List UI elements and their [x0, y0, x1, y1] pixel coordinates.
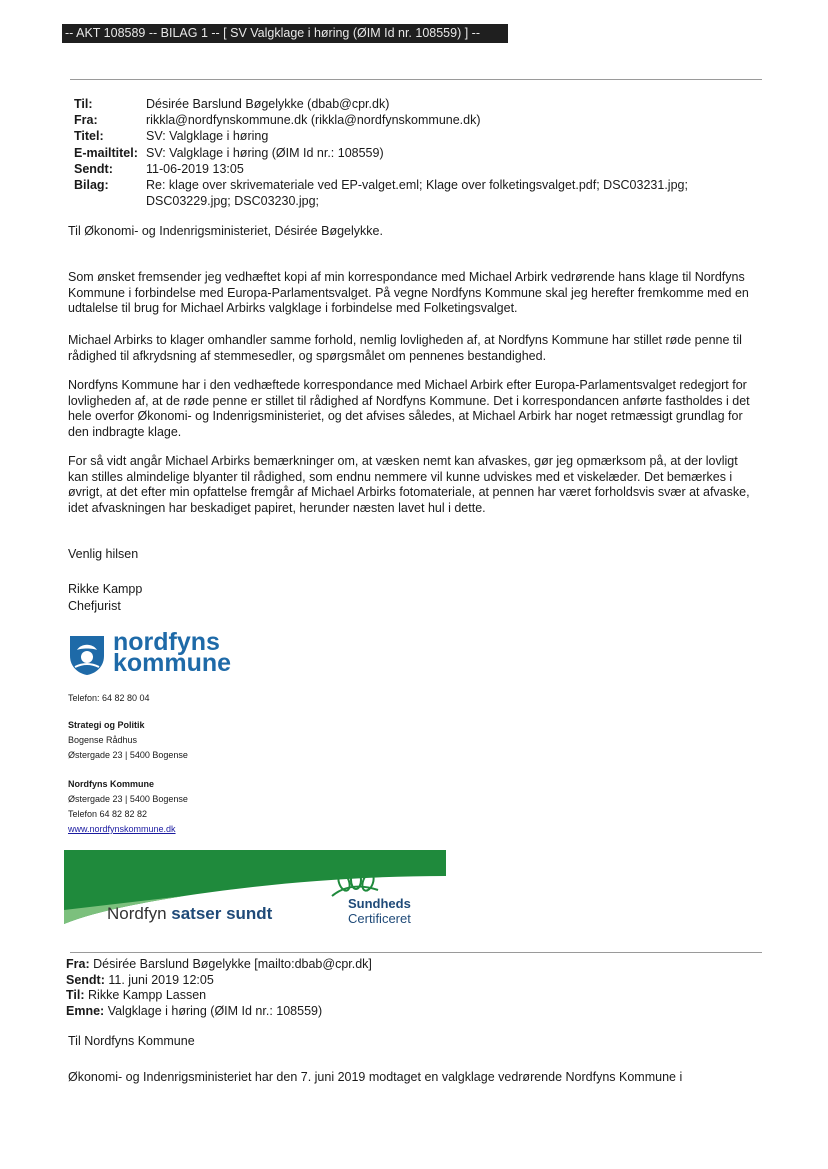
health-slogan — [107, 904, 272, 924]
header-label: Fra: — [74, 113, 98, 128]
fwd-label: Sendt: — [66, 972, 105, 987]
header-row-from — [74, 112, 746, 128]
header-value: rikkla@nordfynskommune.dk (rikkla@nordfynskommune.dk) — [146, 113, 481, 128]
header-value: SV: Valgklage i høring — [146, 129, 269, 144]
fwd-value: 11. juni 2019 12:05 — [108, 972, 214, 987]
fwd-body: Økonomi- og Indenrigsministeriet har den 7. juni 2019 modtaget en valgklage vedrørende Nordfyns Kommune i — [68, 1070, 683, 1084]
slogan-prefix: Nordfyn — [107, 904, 172, 923]
fwd-label: Emne: — [66, 1003, 105, 1018]
header-label: Titel: — [74, 129, 104, 144]
organization-address: Østergade 23 | 5400 Bogense — [68, 794, 188, 804]
header-divider — [70, 79, 762, 80]
website-link[interactable]: www.nordfynskommune.dk — [68, 824, 176, 834]
header-label: Til: — [74, 97, 93, 111]
department-address: Østergade 23 | 5400 Bogense — [68, 750, 188, 760]
certificate-line: Certificeret — [348, 911, 411, 926]
logo-wordmark — [113, 628, 232, 677]
body-paragraph: For så vidt angår Michael Arbirks bemærkninger om, at væsken nemt kan afvaskes, gør jeg opmærksom på, at der lovligt kan stilles almindelige blyanter til rådighed, som endnu nemmere vil kunne udviskes med et viskelæder. Det bemærkes i øvrigt, at det efter min opfattelse fremgår af Michael Arbirks fotomateriale, at pennen har været forholdsvis svær at afvaske, idet afvaskningen har beskadiget papiret, herunder næsten lavet hul i dette. — [68, 454, 750, 515]
organization-name: Nordfyns Kommune — [68, 779, 155, 789]
header-value: Désirée Barslund Bøgelykke (dbab@cpr.dk) — [146, 97, 390, 111]
forward-divider — [70, 952, 762, 953]
fwd-value: Valgklage i høring (ØIM Id nr.: 108559) — [107, 1003, 323, 1018]
logo-line: kommune — [113, 649, 232, 677]
header-label: Bilag: — [74, 178, 109, 193]
header-label: E-mailtitel: — [74, 145, 138, 160]
department-block — [68, 718, 188, 763]
body-paragraph: Som ønsket fremsender jeg vedhæftet kopi af min korrespondance med Michael Arbirk vedrørende hans klage til Nordfyns Kommune i forbindelse med Europa-Parlamentsvalget. På vegne Nordfyns Kommune skal jeg herefter fremkomme med en udtalelse til brug for Michael Arbirks valgklage i forbindelse med Folketingsvalget. — [68, 270, 749, 315]
department-building: Bogense Rådhus — [68, 735, 138, 745]
closing: Venlig hilsen — [68, 547, 139, 561]
body-paragraph: Nordfyns Kommune har i den vedhæftede korrespondance med Michael Arbirk efter Europa-Parlamentsvalget redegjort for lovligheden af, at de røde penne er stillet til rådighed af Nordfyns Kommune. Det i korrespondancen anførte fastholdes i det hele overfor Økonomi- og Indenrigsministeriet, og det afvises således, at Michael Arbirk har noget retmæssigt grundlag for den indbragte klage. — [68, 378, 750, 439]
organization-block — [68, 777, 188, 837]
organization-phone: Telefon 64 82 82 82 — [68, 809, 148, 819]
logo-line: nordfyns — [113, 628, 220, 656]
header-row-to — [74, 96, 746, 112]
department-name: Strategi og Politik — [68, 720, 145, 730]
header-row-sent — [74, 161, 746, 177]
phone-line: Telefon: 64 82 80 04 — [68, 693, 150, 703]
signer-title: Chefjurist — [68, 599, 121, 613]
email-header — [74, 96, 746, 209]
fwd-value: Désirée Barslund Bøgelykke [mailto:dbab@cpr.dk] — [93, 957, 372, 971]
certificate-label — [348, 896, 411, 926]
header-row-attachments — [74, 177, 746, 209]
fwd-value: Rikke Kampp Lassen — [88, 988, 207, 1002]
header-value: Re: klage over skrivemateriale ved EP-valget.eml; Klage over folketingsvalget.pdf; DSC03231.jpg; DSC03229.jpg; DSC03230.jpg; — [146, 178, 688, 209]
signer-name: Rikke Kampp — [68, 582, 143, 596]
header-row-title — [74, 128, 746, 144]
header-value: SV: Valgklage i høring (ØIM Id nr.: 108559) — [146, 145, 384, 160]
header-value: 11-06-2019 13:05 — [146, 161, 244, 176]
slogan-bold: satser sundt — [171, 904, 273, 923]
document-banner: -- AKT 108589 -- BILAG 1 -- [ SV Valgklage i høring (ØIM Id nr. 108559) ] -- — [62, 24, 508, 43]
certificate-line: Sundheds — [348, 896, 411, 911]
fwd-salutation: Til Nordfyns Kommune — [68, 1034, 195, 1048]
body-paragraph: Michael Arbirks to klager omhandler samme forhold, nemlig lovligheden af, at Nordfyns Kommune har stillet røde penne til rådighed til afkrydsning af stemmesedler, og spørgsmålet om pennenes bestandighed. — [68, 333, 742, 363]
coat-of-arms-icon — [68, 634, 106, 676]
forwarded-header — [66, 957, 372, 1019]
salutation: Til Økonomi- og Indenrigsministeriet, Désirée Bøgelykke. — [68, 224, 383, 238]
fwd-label: Til: — [66, 988, 85, 1002]
header-label: Sendt: — [74, 161, 113, 176]
header-row-email-title — [74, 145, 746, 161]
fwd-label: Fra: — [66, 957, 90, 971]
